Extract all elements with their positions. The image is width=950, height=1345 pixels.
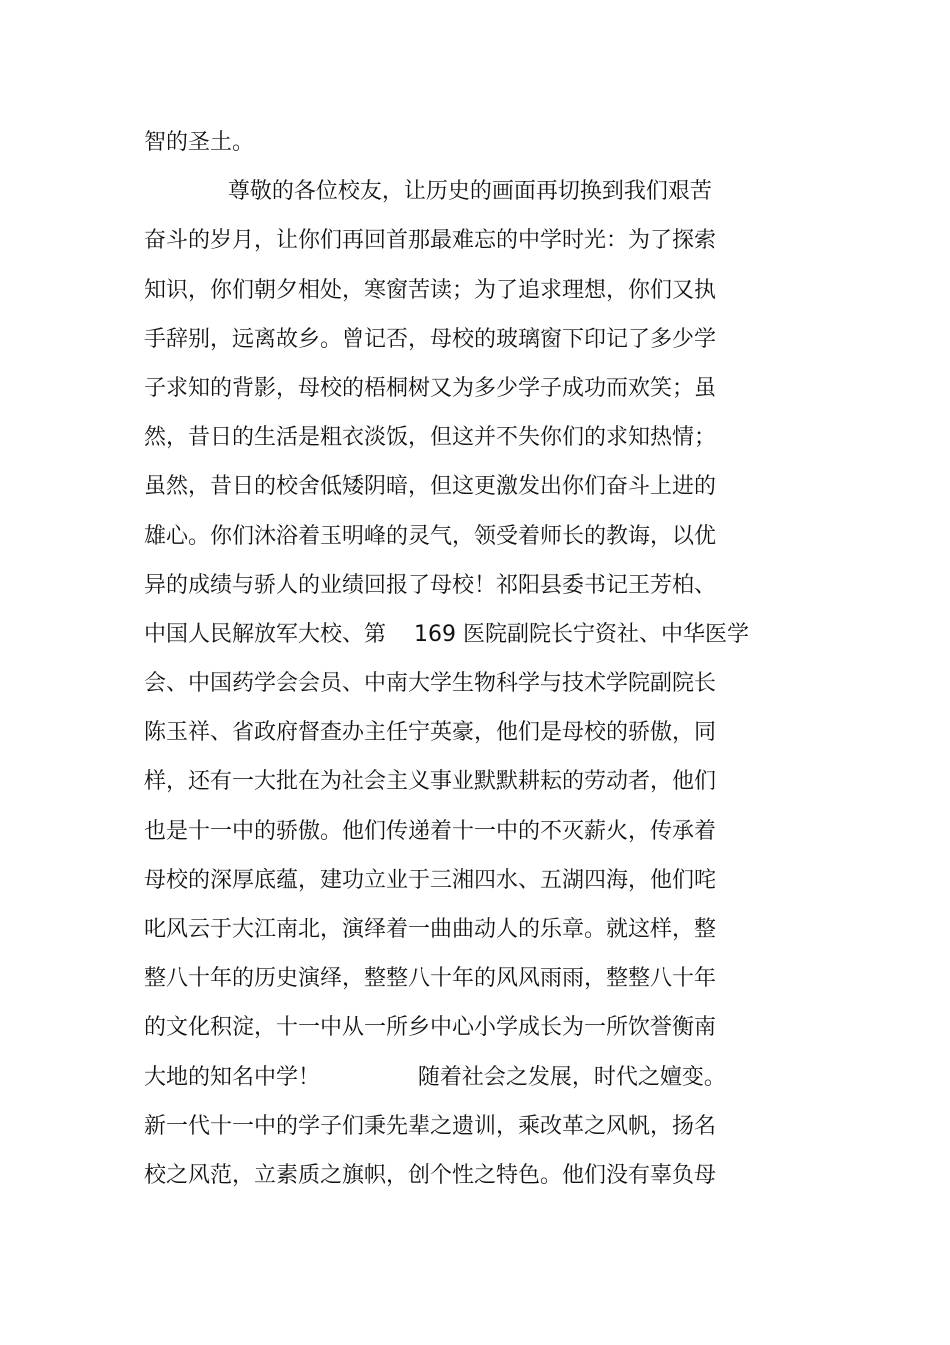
body-text	[144, 118, 784, 1200]
text-line: 奋斗的岁月，让你们再回首那最难忘的中学时光：为了探索	[144, 228, 717, 254]
text-line: 也是十一中的骄傲。他们传递着十一中的不灭薪火，传承着	[144, 818, 717, 844]
text-line: 校之风范，立素质之旗帜，创个性之特色。他们没有辜负母	[144, 1162, 717, 1188]
text-line: 虽然，昔日的校舍低矮阴暗，但这更激发出你们奋斗上进的	[144, 474, 717, 500]
text-line: 智的圣土。	[144, 130, 255, 155]
text-line: 中国人民解放军大校、第 169 医院副院长宁资社、中华医学	[144, 621, 749, 647]
text-line: 雄心。你们沐浴着玉明峰的灵气，领受着师长的教诲，以优	[144, 523, 717, 549]
text-line: 整八十年的历史演绎，整整八十年的风风雨雨，整整八十年	[144, 966, 717, 992]
text-line: 手辞别，远离故乡。曾记否，母校的玻璃窗下印记了多少学	[144, 326, 717, 352]
text-line: 知识，你们朝夕相处，寒窗苦读；为了追求理想，你们又执	[144, 277, 717, 303]
text-line: 然，昔日的生活是粗衣淡饭，但这并不失你们的求知热情；	[144, 425, 717, 451]
text-line: 样，还有一大批在为社会主义事业默默耕耘的劳动者，他们	[144, 769, 717, 795]
text-line: 陈玉祥、省政府督查办主任宁英豪，他们是母校的骄傲，同	[144, 720, 717, 746]
text-line: 叱风云于大江南北，演绎着一曲曲动人的乐章。就这样，整	[144, 917, 717, 942]
text-line: 新一代十一中的学子们秉先辈之遗训，乘改革之风帆，扬名	[144, 1113, 717, 1139]
text-line: 大地的知名中学！ 随着社会之发展，时代之嬗变。	[144, 1064, 726, 1090]
text-line: 的文化积淀，十一中从一所乡中心小学成长为一所饮誉衡南	[144, 1015, 717, 1041]
text-line: 子求知的背影，母校的梧桐树又为多少学子成功而欢笑；虽	[144, 375, 717, 401]
text-line: 异的成绩与骄人的业绩回报了母校！祁阳县委书记王芳柏、	[144, 572, 717, 598]
text-line: 母校的深厚底蕴，建功立业于三湘四水、五湖四海，他们咤	[144, 867, 717, 893]
text-line: 尊敬的各位校友，让历史的画面再切换到我们艰苦	[144, 179, 712, 205]
text-line: 会、中国药学会会员、中南大学生物科学与技术学院副院长	[144, 671, 717, 697]
